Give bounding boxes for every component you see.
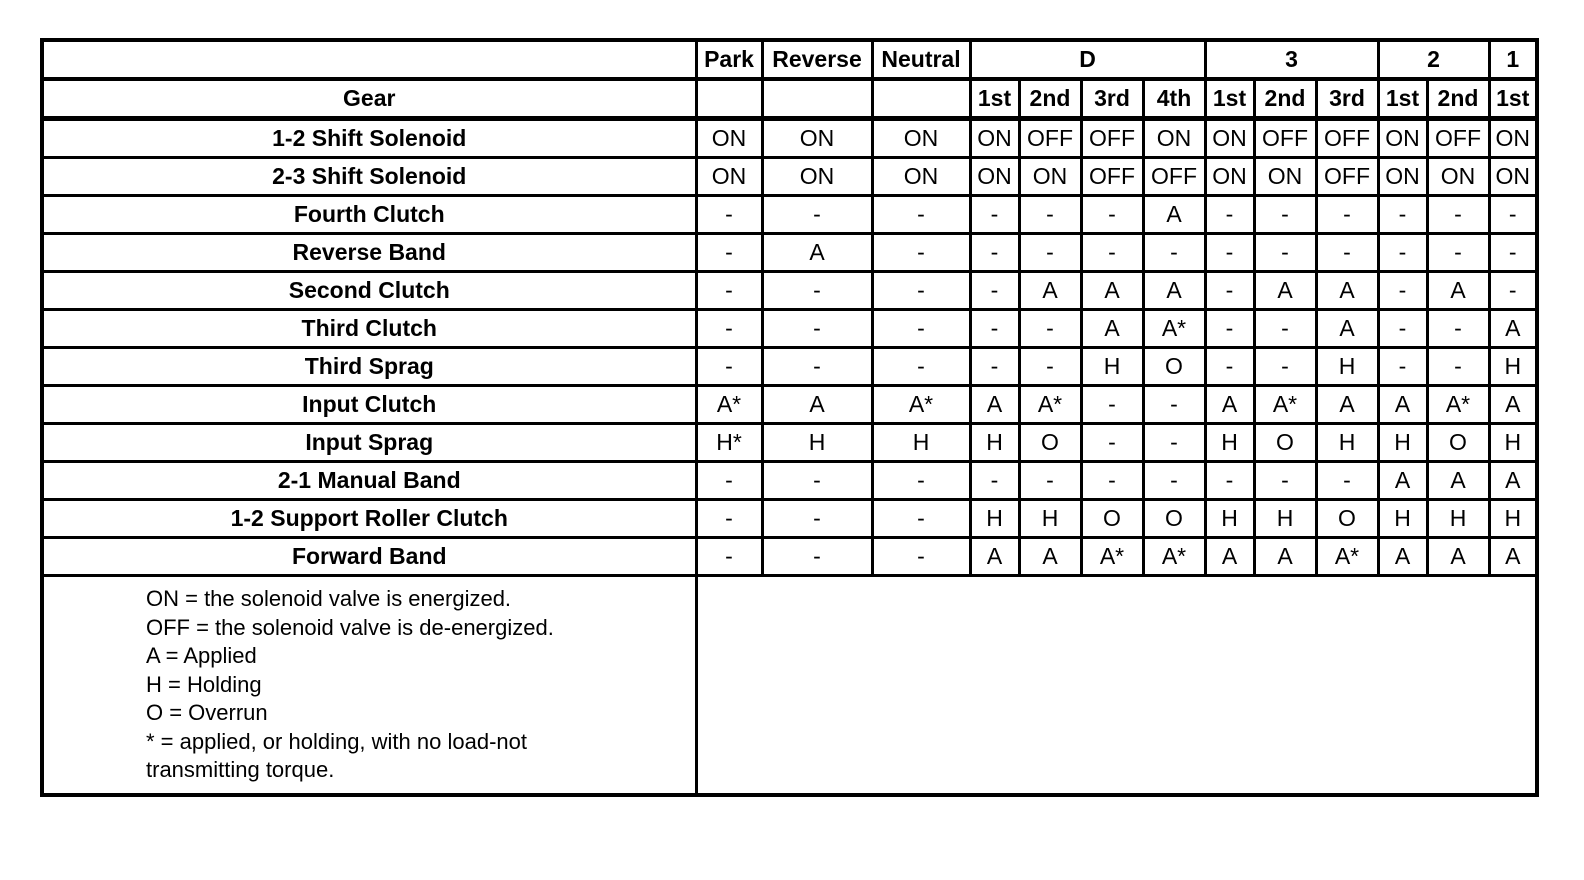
chart-body (42, 40, 1537, 795)
component-label: 1-2 Support Roller Clutch (42, 500, 696, 538)
state-cell: - (762, 348, 872, 386)
state-cell: H (1019, 500, 1081, 538)
table-row (42, 348, 1537, 386)
state-cell: - (872, 348, 970, 386)
state-cell: ON (1378, 158, 1427, 196)
legend-line: OFF = the solenoid valve is de-energized. (146, 614, 554, 640)
state-cell: - (970, 310, 1019, 348)
state-cell: H (1489, 348, 1537, 386)
state-cell: O (1254, 424, 1316, 462)
state-cell: A (1143, 272, 1205, 310)
state-cell: - (1427, 348, 1489, 386)
table-row (42, 234, 1537, 272)
state-cell: A (1254, 538, 1316, 576)
state-cell: - (1081, 234, 1143, 272)
range-header-cell: Neutral (872, 40, 970, 79)
gear-label: Gear (42, 79, 696, 119)
state-cell: A (1081, 310, 1143, 348)
state-cell: OFF (1316, 158, 1378, 196)
state-cell: - (696, 538, 762, 576)
state-cell: - (762, 500, 872, 538)
table-row (42, 272, 1537, 310)
state-cell: - (1019, 462, 1081, 500)
state-cell: H (1316, 424, 1378, 462)
state-cell: O (1143, 500, 1205, 538)
state-cell: ON (762, 119, 872, 158)
component-label: 2-1 Manual Band (42, 462, 696, 500)
state-cell: A (1489, 462, 1537, 500)
state-cell: ON (970, 158, 1019, 196)
state-cell: ON (1205, 158, 1254, 196)
state-cell: - (1081, 386, 1143, 424)
state-cell: - (762, 310, 872, 348)
legend-notes (42, 576, 696, 795)
legend-line: O = Overrun (146, 700, 268, 725)
state-cell: A (1378, 386, 1427, 424)
component-label: Input Clutch (42, 386, 696, 424)
state-cell: - (762, 538, 872, 576)
state-cell: - (696, 462, 762, 500)
gear-cell: 2nd (1427, 79, 1489, 119)
state-cell: A* (1427, 386, 1489, 424)
state-cell: A (1254, 272, 1316, 310)
state-cell: - (1427, 310, 1489, 348)
state-cell: OFF (1316, 119, 1378, 158)
state-cell: - (1254, 462, 1316, 500)
state-cell: - (1205, 348, 1254, 386)
state-cell: A (1205, 538, 1254, 576)
state-cell: - (1254, 310, 1316, 348)
state-cell: OFF (1143, 158, 1205, 196)
state-cell: - (1254, 348, 1316, 386)
state-cell: - (1316, 462, 1378, 500)
state-cell: ON (696, 158, 762, 196)
component-label: Fourth Clutch (42, 196, 696, 234)
state-cell: H (1205, 424, 1254, 462)
state-cell: H (1489, 424, 1537, 462)
state-cell: - (696, 196, 762, 234)
gear-cell (762, 79, 872, 119)
state-cell: - (696, 310, 762, 348)
range-header-cell: 3 (1205, 40, 1378, 79)
state-cell: A* (696, 386, 762, 424)
header-blank-cell (42, 40, 696, 79)
state-cell: - (1205, 272, 1254, 310)
state-cell: - (872, 234, 970, 272)
state-cell: - (1143, 386, 1205, 424)
state-cell: O (1143, 348, 1205, 386)
state-cell: - (1254, 196, 1316, 234)
state-cell: - (970, 234, 1019, 272)
legend-line: A = Applied (146, 643, 257, 668)
state-cell: - (696, 234, 762, 272)
state-cell: A (1427, 272, 1489, 310)
range-position-row (42, 40, 1537, 79)
legend-line: H = Holding (146, 671, 262, 697)
table-row (42, 538, 1537, 576)
state-cell: - (1081, 196, 1143, 234)
state-cell: A (1205, 386, 1254, 424)
state-cell: A (1489, 310, 1537, 348)
component-label: Second Clutch (42, 272, 696, 310)
range-header-cell: D (970, 40, 1205, 79)
gear-row (42, 79, 1537, 119)
range-header-cell: 1 (1489, 40, 1537, 79)
state-cell: - (1143, 424, 1205, 462)
gear-cell: 2nd (1019, 79, 1081, 119)
gear-cell (872, 79, 970, 119)
table-row (42, 386, 1537, 424)
range-header-cell: Park (696, 40, 762, 79)
state-cell: - (696, 500, 762, 538)
state-cell: A* (1143, 538, 1205, 576)
state-cell: A* (1143, 310, 1205, 348)
state-cell: H (1378, 424, 1427, 462)
state-cell: H (970, 424, 1019, 462)
state-cell: A (1378, 462, 1427, 500)
state-cell: - (1316, 234, 1378, 272)
state-cell: H (1205, 500, 1254, 538)
state-cell: O (1427, 424, 1489, 462)
state-cell: A (970, 386, 1019, 424)
state-cell: - (1427, 196, 1489, 234)
state-cell: - (872, 538, 970, 576)
state-cell: - (1489, 272, 1537, 310)
state-cell: A (1378, 538, 1427, 576)
table-row (42, 462, 1537, 500)
table-row (42, 500, 1537, 538)
state-cell: ON (696, 119, 762, 158)
gear-cell: 3rd (1081, 79, 1143, 119)
state-cell: - (762, 272, 872, 310)
state-cell: A (1081, 272, 1143, 310)
state-cell: H (1316, 348, 1378, 386)
state-cell: - (872, 196, 970, 234)
gear-cell: 1st (1378, 79, 1427, 119)
component-label: 2-3 Shift Solenoid (42, 158, 696, 196)
state-cell: - (1205, 196, 1254, 234)
state-cell: - (1019, 348, 1081, 386)
state-cell: A (1489, 538, 1537, 576)
state-cell: - (1378, 234, 1427, 272)
state-cell: - (1205, 462, 1254, 500)
state-cell: A (1316, 272, 1378, 310)
state-cell: H (1081, 348, 1143, 386)
clutch-application-chart (40, 38, 1539, 797)
state-cell: H (1427, 500, 1489, 538)
state-cell: - (1081, 424, 1143, 462)
gear-cell: 1st (1489, 79, 1537, 119)
state-cell: ON (1489, 158, 1537, 196)
state-cell: ON (1427, 158, 1489, 196)
state-cell: - (1205, 234, 1254, 272)
table-row (42, 158, 1537, 196)
state-cell: - (696, 272, 762, 310)
state-cell: A (1427, 462, 1489, 500)
state-cell: A (1427, 538, 1489, 576)
gear-cell: 3rd (1316, 79, 1378, 119)
state-cell: A* (1254, 386, 1316, 424)
state-cell: A* (1019, 386, 1081, 424)
state-cell: - (1019, 196, 1081, 234)
state-cell: ON (872, 158, 970, 196)
state-cell: - (1081, 462, 1143, 500)
component-label: Third Clutch (42, 310, 696, 348)
state-cell: H (762, 424, 872, 462)
state-cell: - (1378, 310, 1427, 348)
table-row (42, 424, 1537, 462)
state-cell: A (762, 234, 872, 272)
gear-cell: 4th (1143, 79, 1205, 119)
component-label: Input Sprag (42, 424, 696, 462)
state-cell: - (1143, 234, 1205, 272)
state-cell: ON (1019, 158, 1081, 196)
component-label: Third Sprag (42, 348, 696, 386)
table-row (42, 196, 1537, 234)
state-cell: - (970, 462, 1019, 500)
state-cell: A (970, 538, 1019, 576)
state-cell: A (1019, 272, 1081, 310)
state-cell: H* (696, 424, 762, 462)
component-label: Reverse Band (42, 234, 696, 272)
state-cell: - (970, 272, 1019, 310)
state-cell: OFF (1254, 119, 1316, 158)
state-cell: ON (1143, 119, 1205, 158)
state-cell: - (1205, 310, 1254, 348)
state-cell: ON (1254, 158, 1316, 196)
table-row (42, 119, 1537, 158)
state-cell: - (1316, 196, 1378, 234)
state-cell: - (1378, 196, 1427, 234)
state-cell: A (762, 386, 872, 424)
state-cell: - (762, 462, 872, 500)
gear-cell (696, 79, 762, 119)
state-cell: A (1143, 196, 1205, 234)
state-cell: - (1489, 196, 1537, 234)
table-row (42, 310, 1537, 348)
legend-row (42, 576, 1537, 795)
state-cell: ON (1378, 119, 1427, 158)
state-cell: A (1019, 538, 1081, 576)
state-cell: ON (762, 158, 872, 196)
state-cell: - (1378, 272, 1427, 310)
legend-line: ON = the solenoid valve is energized. (146, 586, 512, 611)
gear-cell: 2nd (1254, 79, 1316, 119)
state-cell: ON (872, 119, 970, 158)
state-cell: - (872, 462, 970, 500)
state-cell: ON (1489, 119, 1537, 158)
state-cell: OFF (1427, 119, 1489, 158)
state-cell: - (1254, 234, 1316, 272)
state-cell: - (1489, 234, 1537, 272)
state-cell: OFF (1081, 119, 1143, 158)
state-cell: - (1143, 462, 1205, 500)
state-cell: H (1489, 500, 1537, 538)
state-cell: A* (1316, 538, 1378, 576)
range-header-cell: Reverse (762, 40, 872, 79)
state-cell: - (762, 196, 872, 234)
state-cell: A* (1081, 538, 1143, 576)
state-cell: A (1316, 310, 1378, 348)
state-cell: O (1316, 500, 1378, 538)
state-cell: O (1081, 500, 1143, 538)
state-cell: A (1316, 386, 1378, 424)
state-cell: - (872, 310, 970, 348)
gear-cell: 1st (970, 79, 1019, 119)
state-cell: - (872, 500, 970, 538)
state-cell: A (1489, 386, 1537, 424)
state-cell: OFF (1081, 158, 1143, 196)
state-cell: - (1378, 348, 1427, 386)
state-cell: H (1378, 500, 1427, 538)
legend-line: * = applied, or holding, with no load-not transmitting torque. (146, 728, 527, 782)
state-cell: A* (872, 386, 970, 424)
state-cell: O (1019, 424, 1081, 462)
gear-cell: 1st (1205, 79, 1254, 119)
component-label: 1-2 Shift Solenoid (42, 119, 696, 158)
state-cell: - (1019, 310, 1081, 348)
range-header-cell: 2 (1378, 40, 1489, 79)
state-cell: ON (970, 119, 1019, 158)
state-cell: ON (1205, 119, 1254, 158)
state-cell: - (1427, 234, 1489, 272)
component-label: Forward Band (42, 538, 696, 576)
legend-empty-area (696, 576, 1537, 795)
state-cell: - (970, 196, 1019, 234)
state-cell: OFF (1019, 119, 1081, 158)
state-cell: H (970, 500, 1019, 538)
state-cell: H (872, 424, 970, 462)
state-cell: - (1019, 234, 1081, 272)
state-cell: H (1254, 500, 1316, 538)
state-cell: - (970, 348, 1019, 386)
state-cell: - (872, 272, 970, 310)
state-cell: - (696, 348, 762, 386)
